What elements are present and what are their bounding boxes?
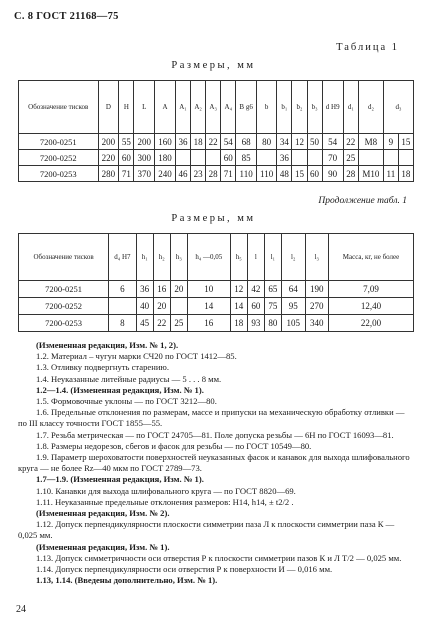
table-cell: 190 [305, 281, 329, 298]
table-cell: 34 [277, 134, 292, 150]
table-cell: 6 [109, 281, 136, 298]
table-cell: 15 [398, 134, 413, 150]
table-cell: 25 [170, 315, 187, 332]
table-cell: 28 [343, 166, 358, 182]
table-cell: 75 [264, 298, 281, 315]
table-cell: 20 [153, 298, 170, 315]
clause-paragraph: 1.8. Размеры недорезов, сбегов и фасок для резьбы — по ГОСТ 10549—80. [36, 440, 312, 451]
clause-paragraph: 1.3. Отливку подвергнуть старению. [36, 362, 169, 373]
clause-paragraph: 1.9. Параметр шероховатости поверхностей неуказанных фасок и канавок для выхода шлифовального круга — не более Rz—40 мкм по ГОСТ 2789—73. [18, 452, 410, 474]
amendment-note: (Измененная редакция, Изм. № 1). [36, 541, 170, 552]
table2-header-cell: Обозначение тисков [19, 234, 109, 281]
table-cell: 48 [277, 166, 292, 182]
table-cell: 36 [277, 150, 292, 166]
table2-header-cell: h₃ [170, 234, 187, 281]
table-cell: 50 [307, 134, 322, 150]
table-cell: 54 [221, 134, 236, 150]
table1-header-cell: Обозначение тисков [19, 81, 99, 134]
table-row [19, 281, 414, 298]
table-row [19, 298, 414, 315]
table-cell: 80 [264, 315, 281, 332]
table-cell: 12 [230, 281, 247, 298]
table-cell: 22 [153, 315, 170, 332]
clause-paragraph: 1.12. Допуск перпендикулярности плоскости симметрии паза Л к плоскости симметрии паза К — 0,025 мм. [18, 519, 395, 541]
table-cell: 60 [119, 150, 134, 166]
clause-paragraph: 1.10. Канавки для выхода шлифовального круга — по ГОСТ 8820—69. [36, 485, 296, 496]
table-cell: 36 [175, 134, 190, 150]
table-cell: 110 [256, 166, 276, 182]
table-cell [256, 150, 276, 166]
table1-header-cell: A₄ [221, 81, 236, 134]
table-cell: 105 [281, 315, 305, 332]
clause-paragraph: 1.2. Материал – чугун марки СЧ20 по ГОСТ 1412—85. [36, 351, 237, 362]
table-cell: 9 [384, 134, 399, 150]
table-row [19, 166, 414, 182]
clause-paragraph: 1.5. Формовочные уклоны — по ГОСТ 3212—80. [36, 396, 217, 407]
amendment-note: 1.7—1.9. (Измененная редакция, Изм. № 1). [36, 474, 204, 485]
table-cell: 70 [322, 150, 343, 166]
table-cell: 95 [281, 298, 305, 315]
table-cell: 42 [247, 281, 264, 298]
table2-header-cell: h₁ [136, 234, 153, 281]
table-cell: 160 [155, 134, 176, 150]
amendment-note: 1.13, 1.14. (Введены дополнительно, Изм. № 1). [36, 575, 218, 586]
clause-paragraph: 1.7. Резьба метрическая — по ГОСТ 24705—81. Поле допуска резьбы — 6Н по ГОСТ 16093—81. [36, 429, 394, 440]
page-header: С. 8 ГОСТ 21168—75 [14, 11, 119, 22]
table-cell: 28 [206, 166, 221, 182]
table1-header-cell: A₁ [175, 81, 190, 134]
table-cell: 68 [236, 134, 257, 150]
amendment-note: (Измененная редакция, Изм. № 2). [36, 508, 170, 519]
table-cell: 10 [187, 281, 230, 298]
page-number: 24 [16, 604, 26, 615]
table1-header-cell: L [134, 81, 155, 134]
table-cell: 16 [187, 315, 230, 332]
table-cell: 340 [305, 315, 329, 332]
vise-designation-cell: 7200-0251 [19, 134, 99, 150]
table-cell: 22 [206, 134, 221, 150]
table-cell: M8 [358, 134, 383, 150]
section-title-1: Размеры, мм [171, 60, 256, 71]
table-cell: 60 [307, 166, 322, 182]
table-cell: 12 [292, 134, 307, 150]
vise-designation-cell: 7200-0252 [19, 298, 109, 315]
table1-header-cell: A₃ [206, 81, 221, 134]
table-cell: 40 [136, 298, 153, 315]
table-cell [191, 150, 206, 166]
table-cell [384, 150, 399, 166]
table-cell: 11 [384, 166, 399, 182]
table-cell [175, 150, 190, 166]
table-cell: 60 [247, 298, 264, 315]
table-cell: 36 [136, 281, 153, 298]
table2-header-cell: h₂ [153, 234, 170, 281]
table1-header-cell: b₃ [307, 81, 322, 134]
table-cell: 15 [292, 166, 307, 182]
table-cell: 54 [322, 134, 343, 150]
table-cell: 65 [264, 281, 281, 298]
amendment-note: 1.2—1.4. (Измененная редакция, Изм. № 1). [36, 384, 204, 395]
table-cell: 14 [230, 298, 247, 315]
table-cell: 240 [155, 166, 176, 182]
table1-header-cell: d₂ [358, 81, 383, 134]
table-cell: 46 [175, 166, 190, 182]
table2-header-cell: h₄ —0,05 [187, 234, 230, 281]
table-cell: 80 [256, 134, 276, 150]
table1-header-cell: b₁ [277, 81, 292, 134]
table2-header-cell: l [247, 234, 264, 281]
table-row [19, 134, 414, 150]
table1-header-cell: A [155, 81, 176, 134]
table-cell [109, 298, 136, 315]
table-cell: 280 [98, 166, 119, 182]
vise-designation-cell: 7200-0251 [19, 281, 109, 298]
table-cell: 8 [109, 315, 136, 332]
table-cell: 64 [281, 281, 305, 298]
table1-header-cell: H [119, 81, 134, 134]
table2-header-cell: l₁ [264, 234, 281, 281]
table-cell: 18 [230, 315, 247, 332]
table-cell: 85 [236, 150, 257, 166]
table1-header-cell: D [98, 81, 119, 134]
table-cell [307, 150, 322, 166]
table-cell: 45 [136, 315, 153, 332]
table2-header-row [19, 234, 414, 281]
table-cell: 71 [221, 166, 236, 182]
table-cell: 14 [187, 298, 230, 315]
section-title-2: Размеры, мм [171, 213, 256, 224]
table-cell: 22,00 [329, 315, 414, 332]
table-cell: 200 [134, 134, 155, 150]
table-cell: 18 [191, 134, 206, 150]
table1-header-cell: B g6 [236, 81, 257, 134]
clause-paragraph: 1.6. Предельные отклонения по размерам, массе и припуски на механическую обработку отливки — по III классу точности ГОСТ 1855—55. [18, 407, 405, 429]
table-cell [206, 150, 221, 166]
table-cell: 60 [221, 150, 236, 166]
table-cell: 270 [305, 298, 329, 315]
table-caption: Таблица 1 [336, 42, 399, 53]
dimensions-table-1 [18, 80, 414, 182]
table2-header-cell: l₃ [305, 234, 329, 281]
continuation-caption: Продолжение табл. 1 [318, 196, 407, 206]
table-cell: M10 [358, 166, 383, 182]
table-cell: 55 [119, 134, 134, 150]
table-cell: 93 [247, 315, 264, 332]
table1-header-cell: d₁ [343, 81, 358, 134]
table-cell: 220 [98, 150, 119, 166]
table2-header-cell: h₅ [230, 234, 247, 281]
table2-header-cell: Масса, кг, не более [329, 234, 414, 281]
table-cell: 20 [170, 281, 187, 298]
vise-designation-cell: 7200-0253 [19, 315, 109, 332]
table-cell: 90 [322, 166, 343, 182]
clause-paragraph: 1.13. Допуск симметричности оси отверстия Р к плоскости симметрии пазов К и Л T/2 — 0,025 мм. [36, 552, 402, 563]
vise-designation-cell: 7200-0252 [19, 150, 99, 166]
clause-paragraph: 1.4. Неуказанные литейные радиусы — 5 . . . 8 мм. [36, 373, 222, 384]
table-cell: 370 [134, 166, 155, 182]
table1-header-cell: d H9 [322, 81, 343, 134]
clause-paragraph: 1.14. Допуск перпендикулярности оси отверстия Р к поверхности И — 0,016 мм. [36, 564, 333, 575]
amendment-note: (Измененная редакция, Изм. № 1, 2). [36, 340, 179, 350]
table-cell: 23 [191, 166, 206, 182]
table-cell: 200 [98, 134, 119, 150]
vise-designation-cell: 7200-0253 [19, 166, 99, 182]
table-cell: 300 [134, 150, 155, 166]
table-cell [398, 150, 413, 166]
table-cell: 71 [119, 166, 134, 182]
clause-paragraph: 1.11. Неуказанные предельные отклонения размеров: H14, h14, ± t2/2 . [36, 496, 294, 507]
table-cell: 22 [343, 134, 358, 150]
table-cell: 18 [398, 166, 413, 182]
table1-header-cell: A₂ [191, 81, 206, 134]
table-row [19, 315, 414, 332]
table2-header-cell: l₂ [281, 234, 305, 281]
table1-header-row [19, 81, 414, 134]
table-cell: 16 [153, 281, 170, 298]
dimensions-table-2 [18, 233, 414, 332]
body-text [18, 340, 413, 586]
table-cell: 25 [343, 150, 358, 166]
table2-header-cell: d₄ H7 [109, 234, 136, 281]
table-cell: 180 [155, 150, 176, 166]
table-cell [358, 150, 383, 166]
table-cell [170, 298, 187, 315]
table-cell: 12,40 [329, 298, 414, 315]
table1-header-cell: d₃ [384, 81, 414, 134]
table1-header-cell: b [256, 81, 276, 134]
table-cell: 110 [236, 166, 257, 182]
table1-header-cell: b₂ [292, 81, 307, 134]
table-cell [292, 150, 307, 166]
table-cell: 7,09 [329, 281, 414, 298]
table-row [19, 150, 414, 166]
